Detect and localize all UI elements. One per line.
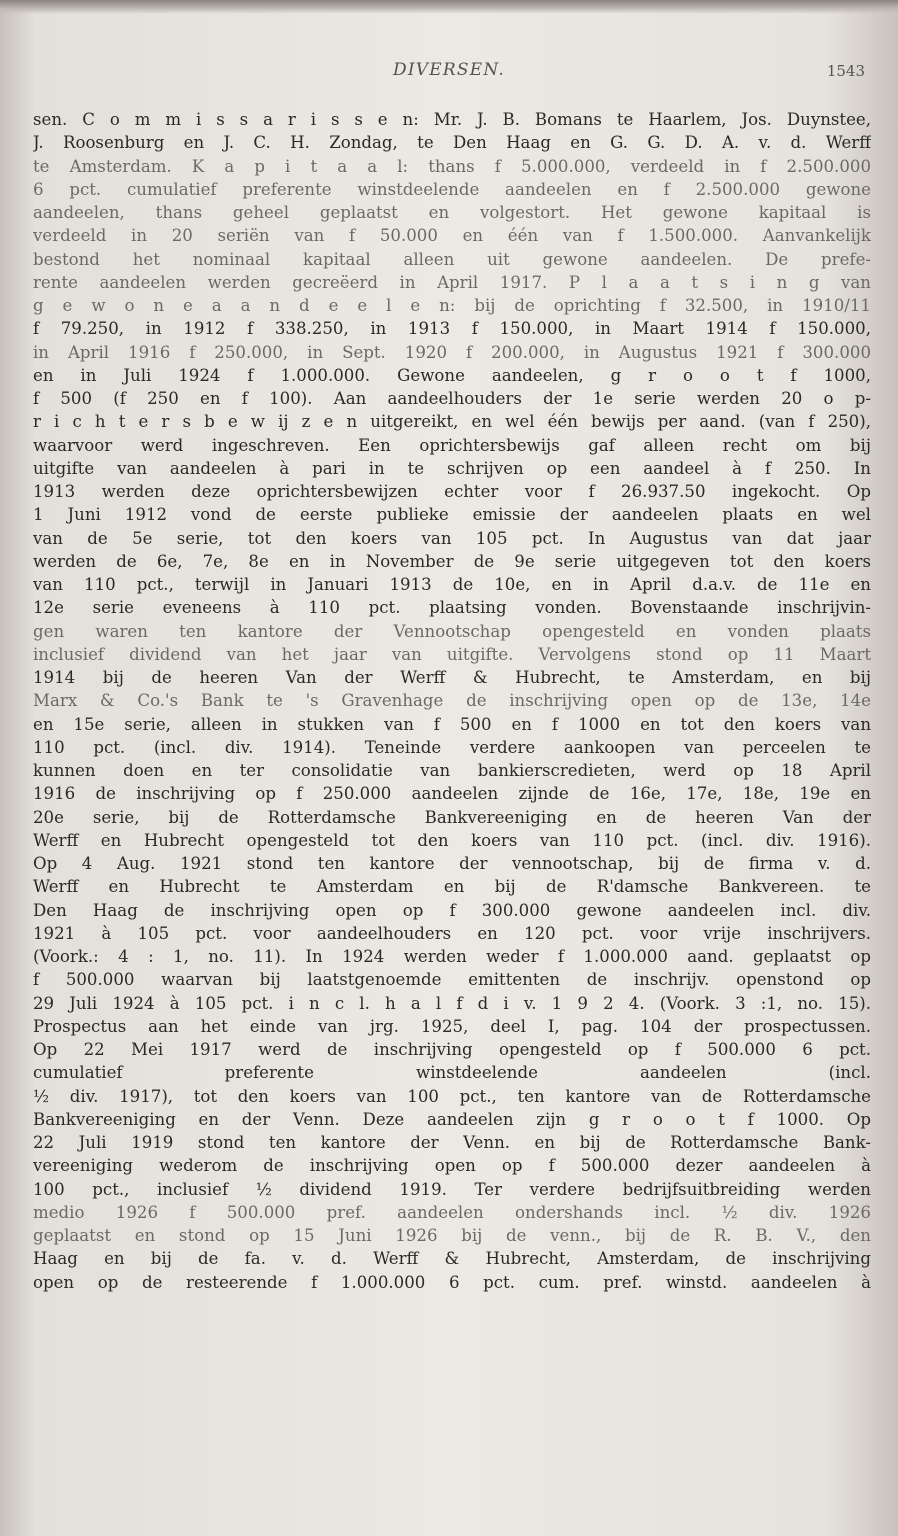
page-edge-shadow bbox=[0, 0, 898, 14]
text-line: cumulatief preferente winstdeelende aandeelen (incl. bbox=[33, 1063, 871, 1083]
text-line: 1914 bij de heeren Van der Werff & Hubrecht, te Amsterdam, en bij bbox=[33, 668, 871, 687]
text-line: en 15e serie, alleen in stukken van f 500 en f 1000 en tot den koers van bbox=[33, 714, 871, 734]
text-line: verdeeld in 20 seriën van f 50.000 en één van f 1.500.000. Aanvankelijk bbox=[33, 226, 871, 246]
text-line: Den Haag de inschrijving open op f 300.000 gewone aandeelen incl. div. bbox=[33, 900, 871, 920]
body-text bbox=[33, 108, 871, 1294]
text-line: Haag en bij de fa. v. d. Werff & Hubrecht, Amsterdam, de inschrijving bbox=[33, 1249, 871, 1269]
text-line: Bankvereeniging en der Venn. Deze aandeelen zijn g r o o t f 1000. Op bbox=[33, 1109, 871, 1129]
text-line: 1921 à 105 pct. voor aandeelhouders en 120 pct. voor vrije inschrijvers. bbox=[33, 923, 871, 943]
page-header bbox=[0, 60, 898, 90]
text-line: Prospectus aan het einde van jrg. 1925, deel I, pag. 104 der prospectussen. bbox=[33, 1016, 871, 1036]
text-line: Marx & Co.'s Bank te 's Gravenhage de inschrijving open op de 13e, 14e bbox=[33, 691, 871, 711]
text-line: vereeniging wederom de inschrijving open op f 500.000 dezer aandeelen à bbox=[33, 1156, 871, 1176]
text-line: kunnen doen en ter consolidatie van bankierscredieten, werd op 18 April bbox=[33, 761, 871, 780]
page-number: 1543 bbox=[826, 62, 865, 80]
text-line: van de 5e serie, tot den koers van 105 pct. In Augustus van dat jaar bbox=[33, 528, 871, 548]
text-line: van 110 pct., terwijl in Januari 1913 de 10e, en in April d.a.v. de 11e en bbox=[33, 575, 871, 594]
text-line: r i c h t e r s b e w ij z e n uitgereikt, en wel één bewijs per aand. (van f 250), bbox=[33, 412, 871, 432]
text-line: geplaatst en stond op 15 Juni 1926 bij de venn., bij de R. B. V., den bbox=[33, 1226, 871, 1245]
text-line: uitgifte van aandeelen à pari in te schrijven op een aandeel à f 250. In bbox=[33, 458, 871, 478]
text-line: f 79.250, in 1912 f 338.250, in 1913 f 150.000, in Maart 1914 f 150.000, bbox=[33, 319, 871, 339]
text-line: 12e serie eveneens à 110 pct. plaatsing vonden. Bovenstaande inschrijvin- bbox=[33, 598, 871, 618]
text-line: 1913 werden deze oprichtersbewijzen echter voor f 26.937.50 ingekocht. Op bbox=[33, 482, 871, 501]
text-line: (Voork.: 4 : 1, no. 11). In 1924 werden weder f 1.000.000 aand. geplaatst op bbox=[33, 947, 871, 966]
text-line: Op 22 Mei 1917 werd de inschrijving opengesteld op f 500.000 6 pct. bbox=[33, 1040, 871, 1059]
running-title: DIVERSEN. bbox=[393, 60, 505, 80]
text-line: sen. C o m m i s s a r i s s e n: Mr. J. B. Bomans te Haarlem, Jos. Duynstee, bbox=[33, 110, 871, 129]
text-line: open op de resteerende f 1.000.000 6 pct. cum. pref. winstd. aandeelen à bbox=[33, 1272, 871, 1292]
text-line: 6 pct. cumulatief preferente winstdeelende aandeelen en f 2.500.000 gewone bbox=[33, 179, 871, 199]
text-line: J. Roosenburg en J. C. H. Zondag, te Den Haag en G. G. D. A. v. d. Werff bbox=[33, 133, 871, 153]
text-line: inclusief dividend van het jaar van uitgifte. Vervolgens stond op 11 Maart bbox=[33, 644, 871, 664]
text-line: Werff en Hubrecht te Amsterdam en bij de R'damsche Bankvereen. te bbox=[33, 877, 871, 897]
text-line: 20e serie, bij de Rotterdamsche Bankvereeniging en de heeren Van der bbox=[33, 807, 871, 827]
text-line: medio 1926 f 500.000 pref. aandeelen ondershands incl. ½ div. 1926 bbox=[33, 1202, 871, 1222]
text-line: f 500 (f 250 en f 100). Aan aandeelhouders der 1e serie werden 20 o p- bbox=[33, 389, 871, 408]
text-line: g e w o n e a a n d e e l e n: bij de oprichting f 32.500, in 1910/11 bbox=[33, 296, 871, 315]
text-line: 1 Juni 1912 vond de eerste publieke emissie der aandeelen plaats en wel bbox=[33, 505, 871, 525]
text-line: waarvoor werd ingeschreven. Een oprichtersbewijs gaf alleen recht om bij bbox=[33, 435, 871, 455]
text-line: werden de 6e, 7e, 8e en in November de 9e serie uitgegeven tot den koers bbox=[33, 551, 871, 571]
text-line: te Amsterdam. K a p i t a a l: thans f 5.000.000, verdeeld in f 2.500.000 bbox=[33, 156, 871, 176]
text-line: 100 pct., inclusief ½ dividend 1919. Ter verdere bedrijfsuitbreiding werden bbox=[33, 1179, 871, 1199]
text-line: bestond het nominaal kapitaal alleen uit gewone aandeelen. De prefe- bbox=[33, 249, 871, 269]
text-line: aandeelen, thans geheel geplaatst en volgestort. Het gewone kapitaal is bbox=[33, 203, 871, 222]
text-line: f 500.000 waarvan bij laatstgenoemde emittenten de inschrijv. openstond op bbox=[33, 970, 871, 990]
text-line: 1916 de inschrijving op f 250.000 aandeelen zijnde de 16e, 17e, 18e, 19e en bbox=[33, 784, 871, 804]
text-line: 110 pct. (incl. div. 1914). Teneinde verdere aankoopen van perceelen te bbox=[33, 737, 871, 757]
text-line: 22 Juli 1919 stond ten kantore der Venn. en bij de Rotterdamsche Bank- bbox=[33, 1133, 871, 1152]
text-line: rente aandeelen werden gecreëerd in April 1917. P l a a t s i n g van bbox=[33, 272, 871, 292]
text-line: in April 1916 f 250.000, in Sept. 1920 f 200.000, in Augustus 1921 f 300.000 bbox=[33, 342, 871, 362]
text-line: gen waren ten kantore der Vennootschap opengesteld en vonden plaats bbox=[33, 621, 871, 641]
text-line: en in Juli 1924 f 1.000.000. Gewone aandeelen, g r o o t f 1000, bbox=[33, 365, 871, 385]
text-line: Op 4 Aug. 1921 stond ten kantore der vennootschap, bij de firma v. d. bbox=[33, 854, 871, 873]
text-line: Werff en Hubrecht opengesteld tot den koers van 110 pct. (incl. div. 1916). bbox=[33, 830, 871, 850]
text-line: ½ div. 1917), tot den koers van 100 pct., ten kantore van de Rotterdamsche bbox=[33, 1086, 871, 1106]
text-line: 29 Juli 1924 à 105 pct. i n c l. h a l f d i v. 1 9 2 4. (Voork. 3 :1, no. 15). bbox=[33, 993, 871, 1013]
